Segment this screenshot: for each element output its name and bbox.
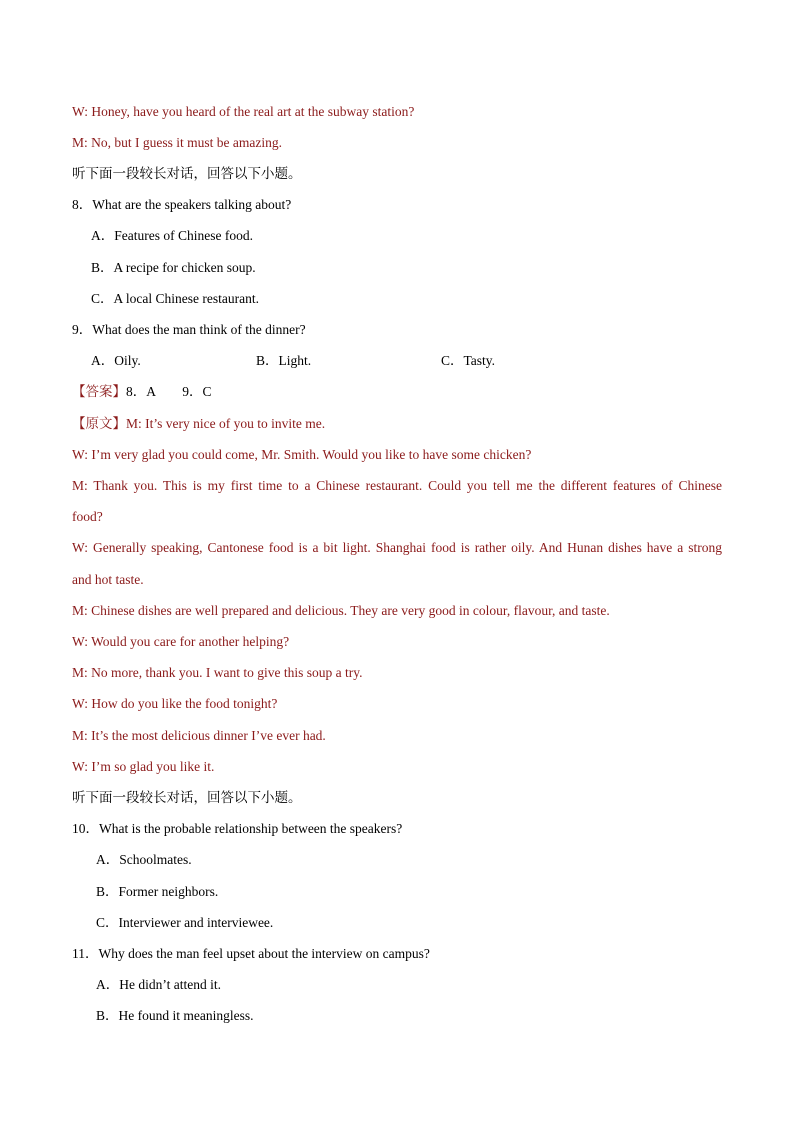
dialog-line-m1: M: No, but I guess it must be amazing. (72, 135, 282, 150)
question-8-option-b: B．A recipe for chicken soup. (91, 260, 256, 275)
question-9-option-b: B．Light. (256, 353, 312, 368)
section-intro: 听下面一段较长对话，回答以下小题。 (72, 166, 302, 181)
question-8-option-a: A．Features of Chinese food. (91, 228, 253, 243)
question-8-stem: 8．What are the speakers talking about? (72, 197, 292, 212)
question-10-option-c: C．Interviewer and interviewee. (96, 915, 274, 930)
dialog-line-w1: W: Honey, have you heard of the real art at the subway station? (72, 104, 415, 119)
transcript-line-3a: M: Thank you. This is my first time to a Chinese restaurant. Could you tell me the different features of Chinese (72, 478, 722, 493)
transcript-line-5: M: Chinese dishes are well prepared and delicious. They are very good in colour, flavour, and taste. (72, 603, 610, 618)
question-10-option-a: A．Schoolmates. (96, 852, 192, 867)
question-10-stem: 10．What is the probable relationship between the speakers? (72, 821, 403, 836)
transcript-line-4b: and hot taste. (72, 572, 144, 587)
question-9-option-a: A．Oily. (91, 353, 141, 368)
question-9-stem: 9．What does the man think of the dinner? (72, 322, 306, 337)
transcript-line-9: M: It’s the most delicious dinner I’ve ever had. (72, 728, 326, 743)
answer-line (72, 384, 212, 400)
transcript-line-7: M: No more, thank you. I want to give this soup a try. (72, 665, 363, 680)
question-10-option-b: B．Former neighbors. (96, 884, 219, 899)
question-11-option-a: A．He didn’t attend it. (96, 977, 221, 992)
transcript-line-8: W: How do you like the food tonight? (72, 696, 278, 711)
question-8-option-c: C．A local Chinese restaurant. (91, 291, 259, 306)
question-11-stem: 11．Why does the man feel upset about the interview on campus? (72, 946, 430, 961)
transcript-line-4a: W: Generally speaking, Cantonese food is a bit light. Shanghai food is rather oily. And Hunan dishes have a strong (72, 540, 722, 555)
question-9-option-c: C．Tasty. (441, 353, 496, 368)
transcript-line-2: W: I’m very glad you could come, Mr. Smith. Would you like to have some chicken? (72, 447, 532, 462)
transcript-label: 【原文】 (72, 416, 126, 431)
section-intro: 听下面一段较长对话，回答以下小题。 (72, 790, 302, 805)
transcript-line-1 (72, 416, 325, 432)
answer-text: 8．A 9．C (126, 384, 212, 399)
answer-label: 【答案】 (72, 384, 126, 399)
transcript-line-10: W: I’m so glad you like it. (72, 759, 215, 774)
transcript-line-3b: food? (72, 509, 103, 524)
transcript-line-6: W: Would you care for another helping? (72, 634, 290, 649)
question-11-option-b: B．He found it meaningless. (96, 1008, 254, 1023)
transcript-text: M: It’s very nice of you to invite me. (126, 416, 326, 431)
